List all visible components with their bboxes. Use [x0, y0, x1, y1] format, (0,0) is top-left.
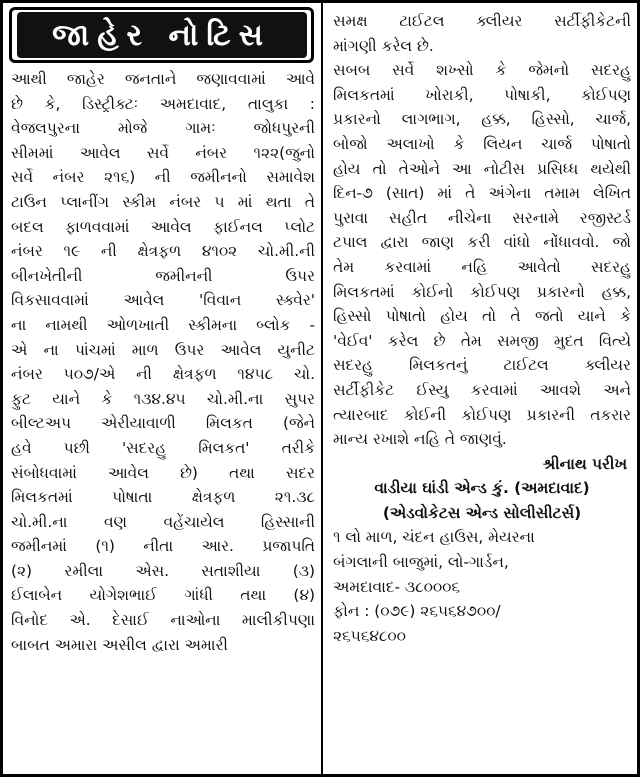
left-line: સીમમાં આવેલ સર્વે નંબર ૧૨૨(જુનો — [11, 143, 315, 162]
right-para2-line: દિન-૭ (સાત) માં તે અંગેના તમામ લેખિત — [333, 184, 631, 203]
left-line: ફુટ યાને કે ૧૩૪.૪૫ ચો.મી.ના સુપર — [11, 389, 315, 408]
left-line: બીલ્ટઅપ એરીયાવાળી મિલકત (જેને — [11, 414, 315, 433]
left-line: નંબર ૧૯ ની ક્ષેત્રફળ ૪૧૦૨ ચો.મી.ની — [11, 242, 315, 261]
left-line: નંબર ૫૦૭/એ ની ક્ષેત્રફળ ૧૪૫૮ ચો. — [11, 365, 315, 384]
address-line: અમદાવાદ- ૩૮૦૦૦૬ — [333, 577, 461, 596]
left-line: છે કે, ડિસ્ટ્રીક્ટઃ અમદાવાદ, તાલુકા : — [11, 94, 315, 113]
right-para2-line: ટપાલ દ્વારા જાણ કરી વાંધો નોંધાવવો. જો — [333, 233, 631, 252]
left-line: વિનોદ એ. દેસાઈ નાઓના માલીકીપણા — [11, 611, 315, 630]
right-para2-line: હિસ્સો પોષાતો હોય તો તે જતો યાને કે — [333, 307, 631, 326]
firm-address — [333, 525, 631, 648]
left-line: જમીનમાં (૧) નીતા આર. પ્રજાપતિ — [11, 537, 315, 556]
left-line: મિલકતમાં પોષાતા ક્ષેત્રફળ ૨૧.૩૮ — [11, 488, 315, 507]
left-line: સંબોધવામાં આવેલ છે) તથા સદર — [11, 463, 315, 482]
column-divider — [321, 3, 323, 774]
signatory-name: શ્રીનાથ પરીખ — [542, 454, 627, 473]
left-line: ટાઉન પ્લાનીંગ સ્કીમ નંબર ૫ માં થતા તે — [11, 192, 315, 211]
right-para2-line: પ્રકારનો લાગભાગ, હક્ક, હિસ્સો, ચાર્જ, — [333, 110, 631, 129]
address-line: ૨૬૫૬૪૮૦૦ — [333, 626, 406, 645]
address-line: બંગલાની બાજુમાં, લો-ગાર્ડન, — [333, 553, 509, 572]
right-para2-line: બોજો અલાખો કે લિયન ચાર્જ પોષાતો — [333, 134, 631, 153]
firm-role: (એડવોકેટસ એન્ડ સોલીસીટર્સ) — [382, 503, 582, 522]
left-column — [11, 67, 315, 657]
left-line: એ ના પાંચમાં માળ ઉપર આવેલ યુનીટ — [11, 340, 315, 359]
address-line: ફોન : (૦૭૯) ૨૬૫૬૪૭૦૦/ — [333, 602, 501, 621]
left-line: આથી જાહેર જનતાને જણાવવામાં આવે — [11, 70, 315, 88]
right-para2-line: 'વેઈવ' કરેલ છે તેમ સમજી મુદત વિત્યે — [333, 331, 631, 350]
left-line: (૨) રમીલા એસ. સતાશીયા (૩) — [11, 561, 315, 580]
left-line: સર્વે નંબર ૨૧૬) ની જમીનનો સમાવેશ — [11, 168, 315, 187]
left-line: વેજલપુરના મોજે ગામઃ જોધપુરની — [11, 119, 315, 138]
right-line: માંગણી કરેલ છે. — [333, 36, 434, 55]
firm-name: વાડીયા ઘાંડી એન્ડ કું. (અમદાવાદ) — [374, 479, 590, 498]
right-para2-line: હોય તો તેઓને આ નોટીસ પ્રસિધ્ધ થયેથી — [333, 159, 631, 178]
right-para2-line: મિલકતમાં કોઈનો કોઈપણ પ્રકારનો હક્ક, — [333, 282, 631, 301]
left-line: વિકસાવવામાં આવેલ 'વિવાન સ્ક્વેર' — [11, 291, 315, 310]
left-line: બીનખેતીની જમીનની ઉપર — [11, 266, 315, 285]
right-para2-line: માન્ય રખાશે નહિ તે જાણવું. — [333, 430, 507, 449]
notice-title-box — [9, 7, 314, 63]
left-line: હવે પછી 'સદરહુ મિલકત' તરીકે — [11, 438, 315, 457]
right-para2-line: સબબ સર્વે શખ્સો કે જેમનો સદરહુ — [333, 61, 631, 80]
right-paragraph-1 — [333, 9, 631, 58]
right-para2-line: સદરહુ મિલકતનું ટાઈટલ ક્લીયર — [333, 356, 631, 375]
notice-title: જાહેર નોટિસ — [17, 12, 307, 58]
left-line: ચો.મી.ના વણ વહેંચાયેલ હિસ્સાની — [11, 512, 315, 531]
right-para2-line: સર્ટીફીકેટ ઈસ્યુ કરવામાં આવશે અને — [333, 380, 631, 399]
right-para2-line: મિલકતમાં ખોરાકી, પોષાકી, કોઈપણ — [333, 85, 631, 104]
left-line: ઈલાબેન યોગેશભાઈ ગાંધી તથા (૪) — [11, 586, 315, 605]
left-line: બાબત અમારા અસીલ દ્વારા અમારી — [11, 635, 228, 654]
left-line: ના નામથી ઓળખાતી સ્કીમના બ્લોક - — [11, 315, 315, 334]
right-column — [333, 9, 631, 648]
right-paragraph-2 — [333, 58, 631, 452]
left-line: બદલ ફાળવવામાં આવેલ ફાઈનલ પ્લોટ — [11, 217, 315, 236]
right-para2-line: ત્યારબાદ કોઈની કોઈપણ પ્રકારની તકરાર — [333, 405, 631, 424]
right-line: સમક્ષ ટાઈટલ ક્લીયર સર્ટીફીકેટની — [333, 12, 631, 30]
address-line: ૧ લો માળ, ચંદન હાઉસ, મેયરના — [333, 528, 535, 547]
right-para2-line: પુરાવા સહીત નીચેના સરનામે રજીસ્ટર્ડ — [333, 208, 631, 227]
right-para2-line: તેમ કરવામાં નહિ આવેતો સદરહુ — [333, 257, 631, 276]
